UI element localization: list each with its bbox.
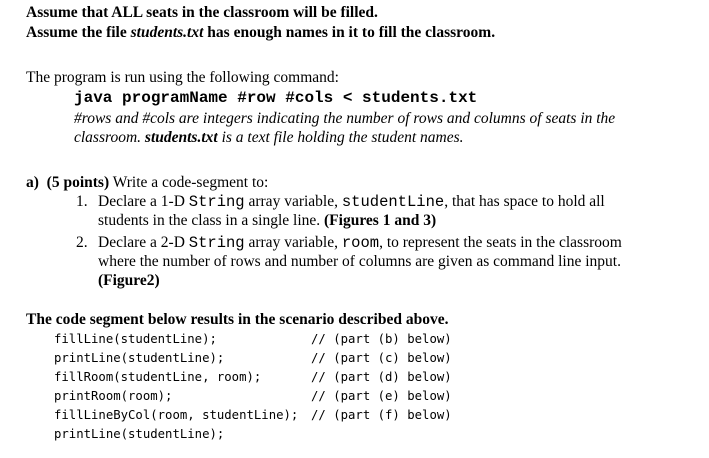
part-a-item-2-line-2: where the number of rows and number of columns are given as command line input. — [98, 253, 621, 270]
part-a-item-1-line-1 — [98, 193, 605, 211]
part-a-item-2-figure-ref: (Figure2) — [98, 272, 160, 289]
part-a-item-2-line-1 — [98, 234, 622, 252]
part-a-intro: Write a code-segment to: — [109, 174, 269, 191]
part-a-item-2-number: 2. — [76, 234, 88, 251]
part-a-heading — [26, 174, 268, 192]
program-description-line-1: #rows and #cols are integers indicating the number of rows and columns of seats in the — [74, 110, 616, 127]
code-comment-1: // (part (b) below) — [311, 332, 452, 346]
assumption-line-2-post: has enough names in it to fill the classroom. — [203, 24, 496, 41]
program-intro: The program is run using the following command: — [26, 69, 339, 86]
code-line-4: printRoom(room); — [54, 389, 173, 403]
item-2-post: , to represent the seats in the classroom — [379, 234, 622, 251]
code-comment-2: // (part (c) below) — [311, 351, 452, 365]
code-comment-4: // (part (e) below) — [311, 389, 452, 403]
assumption-line-2-pre: Assume the file — [26, 24, 131, 41]
code-segment-heading: The code segment below results in the scenario described above. — [26, 311, 449, 328]
item-1-post: , that has space to hold all — [444, 193, 605, 210]
assumption-line-1: Assume that ALL seats in the classroom will be filled. — [26, 4, 378, 21]
run-command: java programName #row #cols < students.txt — [74, 89, 478, 107]
program-description-line-2 — [74, 129, 464, 147]
code-line-5: fillLineByCol(room, studentLine); — [54, 408, 299, 422]
program-description-post: is a text file holding the student names. — [217, 129, 464, 146]
item-2-pre: Declare a 2-D — [98, 234, 189, 251]
item-2-code-type: String — [188, 234, 245, 252]
part-a-item-1-line-2 — [98, 212, 436, 230]
item-1-pre: Declare a 1-D — [98, 193, 189, 210]
code-line-2: printLine(studentLine); — [54, 351, 225, 365]
code-line-6: printLine(studentLine); — [54, 427, 225, 441]
code-comment-3: // (part (d) below) — [311, 370, 452, 384]
assumption-line-2 — [26, 24, 495, 42]
part-a-item-1-number: 1. — [76, 193, 88, 210]
code-line-3: fillRoom(studentLine, room); — [54, 370, 262, 384]
program-description-file: students.txt — [144, 129, 218, 146]
code-comment-5: // (part (f) below) — [311, 408, 452, 422]
part-a-label: a) — [26, 174, 39, 191]
assumption-file-name: students.txt — [130, 24, 204, 41]
item-2-mid: array variable, — [244, 234, 342, 251]
code-line-1: fillLine(studentLine); — [54, 332, 217, 346]
item-2-code-var: room — [341, 234, 380, 252]
item-1-code-type: String — [188, 193, 245, 211]
item-1-line-2-text: students in the class in a single line. — [98, 212, 325, 229]
part-a-points: (5 points) — [46, 174, 110, 191]
item-1-mid: array variable, — [244, 193, 342, 210]
program-description-pre: classroom. — [74, 129, 145, 146]
item-1-figure-ref: (Figures 1 and 3) — [324, 212, 437, 229]
item-1-code-var: studentLine — [341, 193, 445, 211]
